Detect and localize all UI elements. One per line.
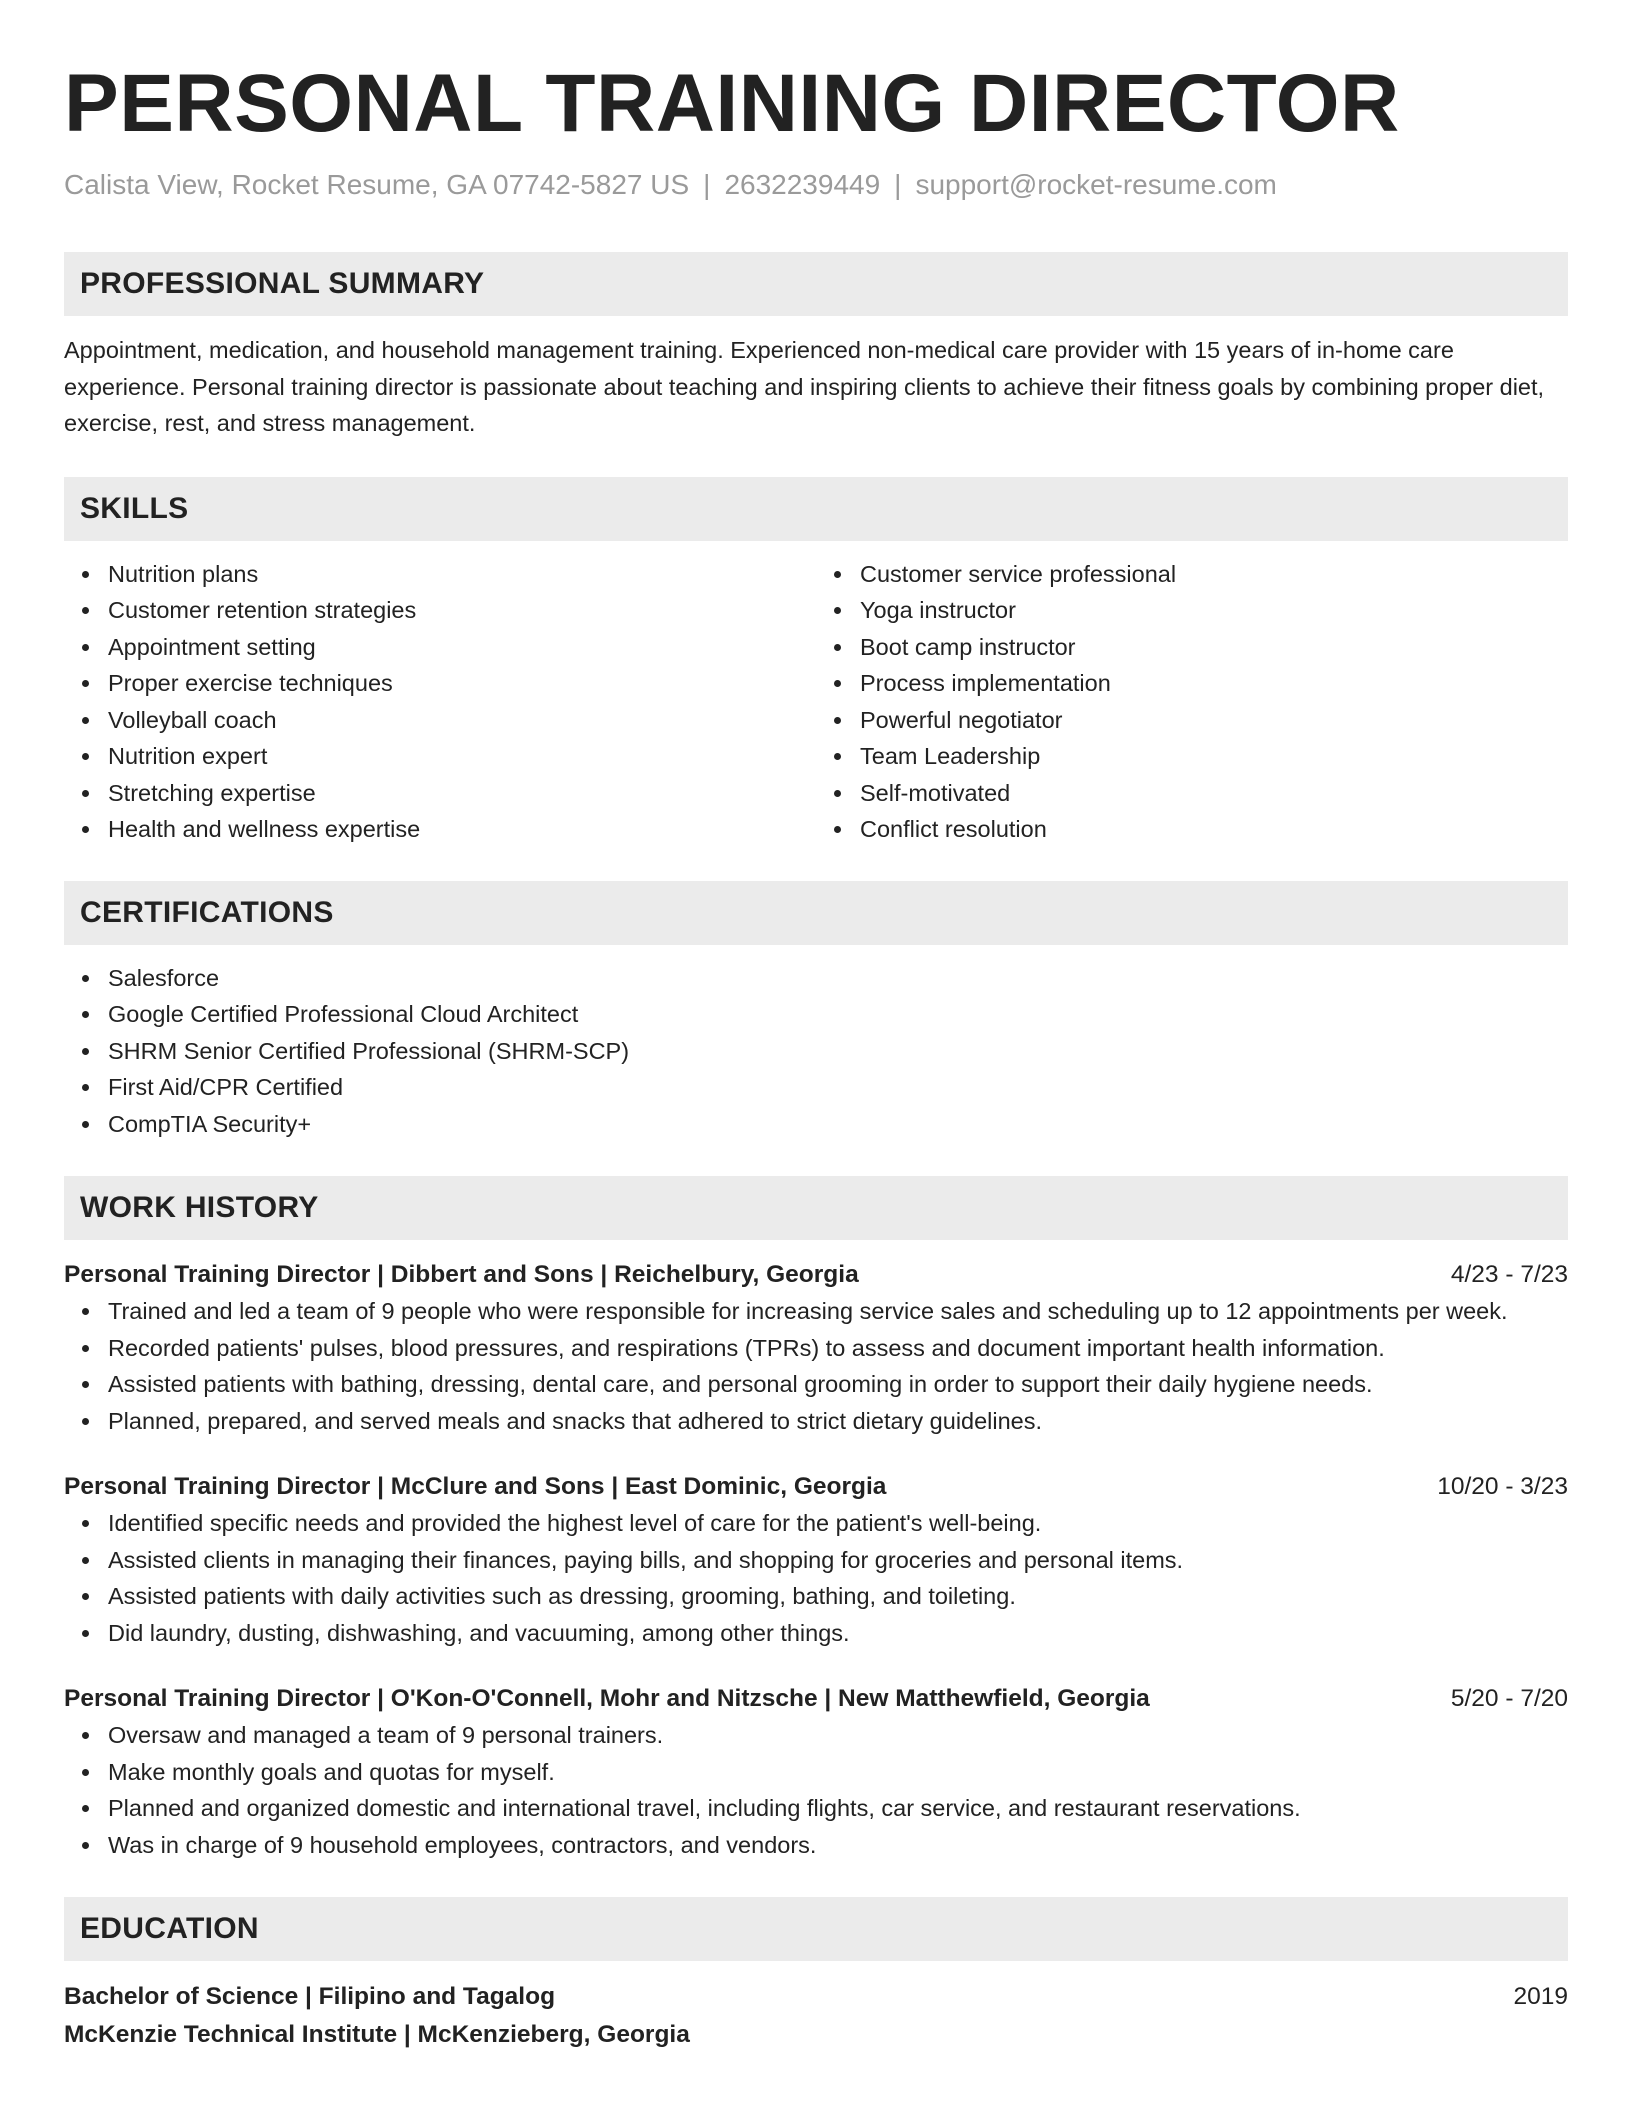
job-bullet: Identified specific needs and provided the highest level of care for the patient's well-being. — [108, 1505, 1568, 1542]
job-header — [64, 1257, 1568, 1293]
skill-item: Health and wellness expertise — [108, 811, 816, 848]
job-bullets — [64, 1293, 1568, 1439]
job-dates: 5/20 - 7/20 — [1450, 1685, 1568, 1712]
job-entry — [64, 1257, 1568, 1439]
skill-item: Appointment setting — [108, 629, 816, 666]
certification-item: SHRM Senior Certified Professional (SHRM-SCP) — [108, 1033, 1568, 1070]
skill-item: Customer service professional — [860, 556, 1568, 593]
job-bullet: Planned and organized domestic and international travel, including flights, car service, and restaurant reservations. — [108, 1790, 1568, 1827]
contact-line — [64, 168, 1568, 202]
certification-item: Salesforce — [108, 960, 1568, 997]
job-bullets — [64, 1717, 1568, 1863]
job-entry — [64, 1469, 1568, 1651]
skill-item: Nutrition expert — [108, 738, 816, 775]
skill-item: Team Leadership — [860, 738, 1568, 775]
skill-item: Process implementation — [860, 665, 1568, 702]
education-school: McKenzie Technical Institute | McKenzieberg, Georgia — [64, 2021, 690, 2048]
job-header — [64, 1469, 1568, 1505]
job-bullet: Did laundry, dusting, dishwashing, and vacuuming, among other things. — [108, 1615, 1568, 1652]
resume-name: PERSONAL TRAINING DIRECTOR — [64, 58, 1400, 149]
job-bullet: Planned, prepared, and served meals and snacks that adhered to strict dietary guidelines. — [108, 1403, 1568, 1440]
contact-separator: | — [703, 169, 711, 200]
skill-item: Powerful negotiator — [860, 702, 1568, 739]
contact-address: Calista View, Rocket Resume, GA 07742-5827 US — [64, 169, 690, 200]
job-bullet: Trained and led a team of 9 people who were responsible for increasing service sales and scheduling up to 12 appointments per week. — [108, 1293, 1568, 1330]
job-header — [64, 1681, 1568, 1717]
contact-email: support@rocket-resume.com — [915, 169, 1277, 200]
job-title: Personal Training Director | McClure and Sons | East Dominic, Georgia — [64, 1473, 887, 1500]
job-bullet: Oversaw and managed a team of 9 personal trainers. — [108, 1717, 1568, 1754]
skill-item: Boot camp instructor — [860, 629, 1568, 666]
job-title: Personal Training Director | Dibbert and Sons | Reichelbury, Georgia — [64, 1261, 859, 1288]
certification-item: First Aid/CPR Certified — [108, 1069, 1568, 1106]
certification-item: Google Certified Professional Cloud Architect — [108, 996, 1568, 1033]
skill-item: Conflict resolution — [860, 811, 1568, 848]
certifications-section-header: CERTIFICATIONS — [64, 881, 1568, 945]
job-bullets — [64, 1505, 1568, 1651]
skill-item: Self-motivated — [860, 775, 1568, 812]
education-entry — [64, 1979, 1568, 2053]
job-bullet: Assisted clients in managing their finances, paying bills, and shopping for groceries and personal items. — [108, 1542, 1568, 1579]
job-bullet: Was in charge of 9 household employees, contractors, and vendors. — [108, 1827, 1568, 1864]
work-history-section-header: WORK HISTORY — [64, 1176, 1568, 1240]
skills-column-right — [816, 556, 1568, 848]
job-bullet: Make monthly goals and quotas for myself. — [108, 1754, 1568, 1791]
certification-item: CompTIA Security+ — [108, 1106, 1568, 1143]
contact-phone: 2632239449 — [724, 169, 881, 200]
job-dates: 4/23 - 7/23 — [1450, 1261, 1568, 1288]
job-bullet: Assisted patients with bathing, dressing, dental care, and personal grooming in order to support their daily hygiene needs. — [108, 1366, 1568, 1403]
summary-text: Appointment, medication, and household management training. Experienced non-medical care provider with 15 years of in-home care experience. Personal training director is passionate about teaching and inspiring clients to achieve their fitness goals by combining proper diet, exercise, rest, and stress management. — [64, 337, 1545, 436]
job-bullet: Recorded patients' pulses, blood pressures, and respirations (TPRs) to assess and document important health information. — [108, 1330, 1568, 1367]
skills-column-left — [64, 556, 816, 848]
job-dates: 10/20 - 3/23 — [1437, 1473, 1568, 1500]
skills-section-header: SKILLS — [64, 477, 1568, 541]
summary-section-header: PROFESSIONAL SUMMARY — [64, 252, 1568, 316]
education-section-header: EDUCATION — [64, 1897, 1568, 1961]
education-year: 2019 — [1513, 1983, 1568, 2010]
skill-item: Proper exercise techniques — [108, 665, 816, 702]
skill-item: Nutrition plans — [108, 556, 816, 593]
skill-item: Yoga instructor — [860, 592, 1568, 629]
skill-item: Volleyball coach — [108, 702, 816, 739]
contact-separator: | — [894, 169, 902, 200]
skills-grid — [64, 556, 1568, 848]
job-bullet: Assisted patients with daily activities such as dressing, grooming, bathing, and toileting. — [108, 1578, 1568, 1615]
certifications-list — [64, 960, 1568, 1143]
job-entry — [64, 1681, 1568, 1863]
skill-item: Stretching expertise — [108, 775, 816, 812]
skill-item: Customer retention strategies — [108, 592, 816, 629]
education-header — [64, 1979, 1568, 2015]
job-title: Personal Training Director | O'Kon-O'Connell, Mohr and Nitzsche | New Matthewfield, Georgia — [64, 1685, 1150, 1712]
education-degree: Bachelor of Science | Filipino and Tagalog — [64, 1983, 556, 2010]
